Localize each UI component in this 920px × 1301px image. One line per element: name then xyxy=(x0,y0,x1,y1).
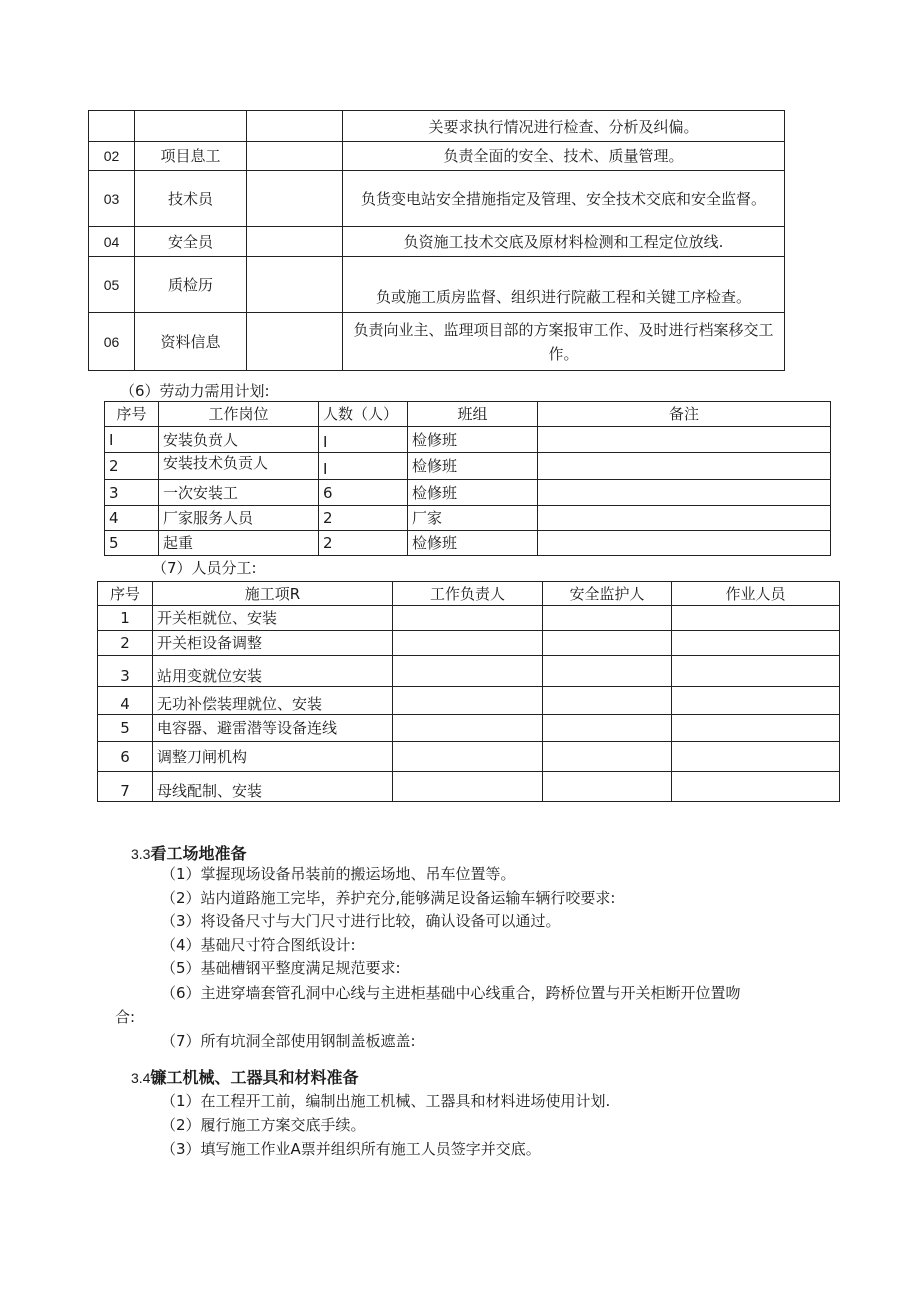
guardian-cell xyxy=(543,606,672,631)
guardian-cell xyxy=(543,772,672,802)
blank-cell xyxy=(247,142,343,171)
list-item: （3）填写施工作业A票并组织所有施工人员签字并交底。 xyxy=(161,1140,541,1158)
seq-cell: 6 xyxy=(98,742,153,772)
row-number: 05 xyxy=(89,257,135,313)
team-cell: 检修班 xyxy=(408,453,538,480)
task-cell: 无功补偿装理就位、安装 xyxy=(153,687,393,715)
table-row xyxy=(89,227,785,257)
section-heading xyxy=(131,841,246,864)
task-cell: 电容器、避雷潜等设备连线 xyxy=(153,715,393,742)
post-cell: 安装技术负贡人 xyxy=(159,453,319,480)
blank-cell xyxy=(247,313,343,371)
row-number: 06 xyxy=(89,313,135,371)
duty-cell: 负货变电站安全措施指定及管理、安全技术交底和安全监督。 xyxy=(343,171,785,227)
header-cell: 安全监护人 xyxy=(543,582,672,606)
seq-cell: 1 xyxy=(98,606,153,631)
duty-cell: 负责向业主、监理项目部的方案报审工作、及时进行档案移交工作。 xyxy=(343,313,785,371)
seq-cell: 5 xyxy=(98,715,153,742)
worker-cell xyxy=(672,772,840,802)
header-cell: 序号 xyxy=(98,582,153,606)
worker-cell xyxy=(672,742,840,772)
list-item: （1）在工程开工前，编制出施工机械、工器具和材料进场使用计划. xyxy=(161,1092,611,1110)
count-cell: 2 xyxy=(319,531,408,556)
task-cell: 调整刀闸机构 xyxy=(153,742,393,772)
duty-cell: 负资施工技术交底及原材料检测和工程定位放线. xyxy=(343,227,785,257)
worker-cell xyxy=(672,715,840,742)
task-cell: 开关柜设备调整 xyxy=(153,631,393,656)
role-cell: 安全员 xyxy=(135,227,247,257)
section-title: 看工场地准备 xyxy=(150,844,247,863)
post-cell: 厂家服务人员 xyxy=(159,506,319,531)
header-cell: 序号 xyxy=(105,402,159,427)
remark-cell xyxy=(538,427,831,453)
header-cell: 人数（人） xyxy=(319,402,408,427)
role-cell: 项目息工 xyxy=(135,142,247,171)
worker-cell xyxy=(672,656,840,687)
table-row xyxy=(105,453,831,480)
list-item: （2）站内道路施工完毕，养护充分,能够满足设备运输车辆行咬要求: xyxy=(161,889,616,907)
leader-cell xyxy=(393,715,543,742)
labor-plan-table xyxy=(104,401,831,556)
list-item: （5）基础槽钢平整度满足规范要求: xyxy=(161,959,401,977)
list-item: （1）掌握现场设备吊装前的搬运场地、吊车位置等。 xyxy=(161,865,516,883)
task-cell: 开关柜就位、安装 xyxy=(153,606,393,631)
list-item: （3）将设备尺寸与大门尺寸进行比较，确认设备可以通过。 xyxy=(161,912,561,930)
remark-cell xyxy=(538,531,831,556)
staff-division-title: （7）人员分工: xyxy=(152,559,257,577)
section-number: 3.3 xyxy=(131,846,151,862)
list-item: （4）基础尺寸符合图纸设计: xyxy=(161,936,356,954)
header-cell: 班组 xyxy=(408,402,538,427)
row-number: 03 xyxy=(89,171,135,227)
section-title: 镰工机械、工器具和材料准备 xyxy=(150,1068,359,1087)
worker-cell xyxy=(672,687,840,715)
table-row xyxy=(98,687,840,715)
leader-cell xyxy=(393,742,543,772)
count-cell: I xyxy=(319,453,408,480)
seq-cell: I xyxy=(105,427,159,453)
header-cell: 工作岗位 xyxy=(159,402,319,427)
team-cell: 厂家 xyxy=(408,506,538,531)
leader-cell xyxy=(393,606,543,631)
table-row xyxy=(98,742,840,772)
leader-cell xyxy=(393,687,543,715)
row-number: 02 xyxy=(89,142,135,171)
task-cell: 站用变就位安装 xyxy=(153,656,393,687)
seq-cell: 2 xyxy=(98,631,153,656)
remark-cell xyxy=(538,453,831,480)
seq-cell: 3 xyxy=(105,480,159,506)
table-row xyxy=(89,257,785,313)
seq-cell: 2 xyxy=(105,453,159,480)
team-cell: 检修班 xyxy=(408,531,538,556)
seq-cell: 3 xyxy=(98,656,153,687)
list-item: （7）所有坑洞全部使用钢制盖板遮盖: xyxy=(161,1032,416,1050)
table-row xyxy=(105,480,831,506)
team-cell: 检修班 xyxy=(408,427,538,453)
section-number: 3.4 xyxy=(131,1070,151,1086)
role-cell xyxy=(135,111,247,142)
worker-cell xyxy=(672,606,840,631)
table-row xyxy=(98,772,840,802)
list-item-continuation: 合: xyxy=(115,1008,136,1026)
blank-cell xyxy=(247,171,343,227)
guardian-cell xyxy=(543,656,672,687)
header-cell: 备注 xyxy=(538,402,831,427)
table-row xyxy=(98,631,840,656)
labor-plan-title: （6）劳动力需用计划: xyxy=(120,382,270,400)
seq-cell: 4 xyxy=(105,506,159,531)
role-cell: 技术员 xyxy=(135,171,247,227)
section-heading xyxy=(131,1065,358,1088)
table-row xyxy=(89,313,785,371)
guardian-cell xyxy=(543,687,672,715)
table-row xyxy=(98,606,840,631)
blank-cell xyxy=(247,257,343,313)
role-cell: 质检历 xyxy=(135,257,247,313)
post-cell: 安装负贲人 xyxy=(159,427,319,453)
blank-cell xyxy=(247,227,343,257)
list-item: （6）主进穿墙套管孔洞中心线与主进柜基础中心线重合，跨桥位置与开关柜断开位置吻 xyxy=(161,984,741,1002)
remark-cell xyxy=(538,506,831,531)
header-cell: 施工项R xyxy=(153,582,393,606)
table-row xyxy=(98,656,840,687)
seq-cell: 5 xyxy=(105,531,159,556)
table-row xyxy=(89,111,785,142)
team-cell: 检修班 xyxy=(408,480,538,506)
task-cell: 母线配制、安装 xyxy=(153,772,393,802)
worker-cell xyxy=(672,631,840,656)
leader-cell xyxy=(393,772,543,802)
seq-cell: 4 xyxy=(98,687,153,715)
count-cell: 2 xyxy=(319,506,408,531)
post-cell: 一次安装工 xyxy=(159,480,319,506)
responsibility-table xyxy=(88,110,785,371)
guardian-cell xyxy=(543,715,672,742)
table-header-row xyxy=(105,402,831,427)
table-row xyxy=(105,427,831,453)
duty-cell: 关要求执行情况进行检查、分析及纠偏。 xyxy=(343,111,785,142)
blank-cell xyxy=(247,111,343,142)
post-cell: 起重 xyxy=(159,531,319,556)
row-number xyxy=(89,111,135,142)
staff-division-table xyxy=(97,581,840,802)
table-row xyxy=(105,506,831,531)
table-row xyxy=(98,715,840,742)
duty-cell: 负责全面的安全、技术、质量管理。 xyxy=(343,142,785,171)
remark-cell xyxy=(538,480,831,506)
count-cell: I xyxy=(319,427,408,453)
leader-cell xyxy=(393,656,543,687)
table-row xyxy=(89,142,785,171)
count-cell: 6 xyxy=(319,480,408,506)
guardian-cell xyxy=(543,631,672,656)
duty-cell: 负或施工质房监督、组织进行院蔽工程和关键工序检查。 xyxy=(343,257,785,313)
seq-cell: 7 xyxy=(98,772,153,802)
row-number: 04 xyxy=(89,227,135,257)
role-cell: 资料信息 xyxy=(135,313,247,371)
table-row xyxy=(89,171,785,227)
table-row xyxy=(105,531,831,556)
list-item: （2）履行施工方案交底手续。 xyxy=(161,1116,366,1134)
leader-cell xyxy=(393,631,543,656)
header-cell: 作业人员 xyxy=(672,582,840,606)
header-cell: 工作负责人 xyxy=(393,582,543,606)
table-header-row xyxy=(98,582,840,606)
guardian-cell xyxy=(543,742,672,772)
